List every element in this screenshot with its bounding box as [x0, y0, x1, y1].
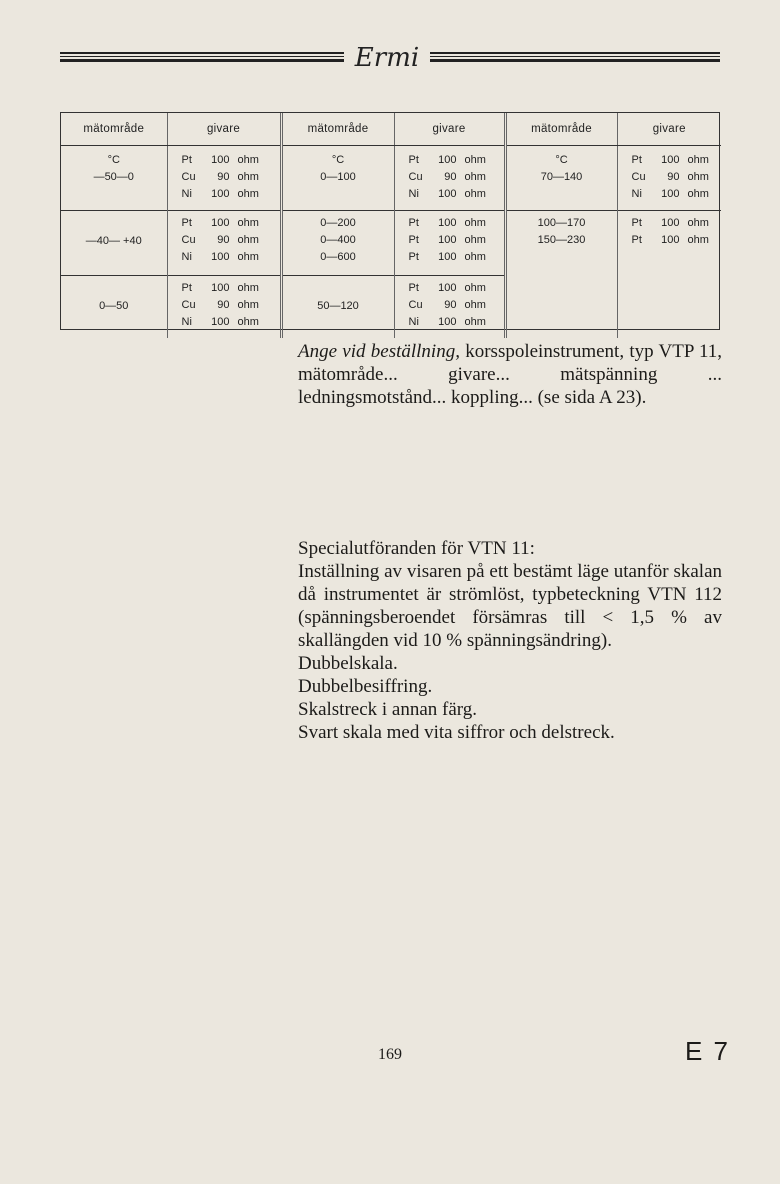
- sensor-spec: [409, 297, 504, 314]
- sensor-cell: [167, 276, 281, 339]
- page-number: 169: [378, 1046, 402, 1063]
- sensor-cell: [167, 211, 281, 276]
- sensor-element: Cu: [408, 299, 423, 311]
- sensor-cell: [394, 211, 505, 276]
- sensor-unit: ohm: [464, 217, 486, 229]
- sensor-element: Ni: [181, 188, 192, 200]
- special-title: Specialutföranden för VTN 11:: [298, 538, 535, 559]
- table-header-row: [61, 113, 721, 146]
- sensor-spec: [182, 152, 280, 169]
- sensor-spec: [409, 314, 504, 331]
- sensor-cell: [167, 146, 281, 211]
- column-header: givare: [167, 113, 281, 146]
- sensor-element: Ni: [631, 188, 642, 200]
- sensor-resistance: 100: [211, 154, 230, 166]
- range-cell: [505, 276, 617, 339]
- sensor-resistance: 100: [211, 251, 230, 263]
- sensor-spec: [632, 169, 722, 186]
- sensor-unit: ohm: [237, 316, 259, 328]
- column-header: mätområde: [505, 113, 617, 146]
- sensor-resistance: 100: [211, 217, 230, 229]
- range-value: °C: [107, 154, 120, 166]
- sensor-element: Pt: [408, 154, 419, 166]
- order-note-lead: Ange vid beställning,: [298, 341, 460, 362]
- range-value: °C: [331, 154, 345, 166]
- sensor-resistance: 100: [438, 188, 457, 200]
- table-row: [61, 276, 721, 339]
- sensor-resistance: 90: [444, 299, 457, 311]
- measurement-range-table: [60, 112, 720, 330]
- sensor-unit: ohm: [464, 299, 486, 311]
- sensor-spec: [632, 232, 722, 249]
- sensor-spec: [182, 186, 280, 203]
- order-note-text: korsspoleinstrument, typ VTP 11, mätområde... givare... mätspänning ... ledningsmotstånd... koppling... (se sida A 23).: [298, 341, 722, 408]
- range-cell: [281, 276, 394, 339]
- sensor-unit: ohm: [464, 188, 486, 200]
- sensor-spec: [409, 152, 504, 169]
- special-item: Dubbelskala.: [298, 653, 398, 674]
- table-row: [61, 146, 721, 211]
- sensor-element: Ni: [181, 316, 192, 328]
- column-header: givare: [394, 113, 505, 146]
- sensor-resistance: 100: [661, 188, 680, 200]
- sensor-spec: [182, 215, 280, 232]
- sensor-unit: ohm: [237, 234, 259, 246]
- sensor-unit: ohm: [687, 188, 709, 200]
- range-cell: [505, 211, 617, 276]
- sensor-unit: ohm: [464, 234, 486, 246]
- sensor-resistance: 100: [438, 316, 457, 328]
- sensor-unit: ohm: [464, 251, 486, 263]
- sensor-element: Ni: [181, 251, 192, 263]
- sensor-spec: [409, 169, 504, 186]
- sensor-cell: [394, 276, 505, 339]
- sensor-resistance: 100: [438, 234, 457, 246]
- sensor-element: Pt: [181, 217, 192, 229]
- sensor-element: Pt: [631, 154, 642, 166]
- range-value: °C: [555, 154, 568, 166]
- special-item: Svart skala med vita siffror och delstreck.: [298, 722, 615, 743]
- sensor-unit: ohm: [464, 316, 486, 328]
- header-rule-left: [60, 52, 344, 62]
- range-value: 100—170: [537, 217, 586, 229]
- sensor-resistance: 100: [211, 282, 230, 294]
- sensor-resistance: 100: [438, 251, 457, 263]
- range-value: 50—120: [317, 299, 359, 312]
- sensor-resistance: 100: [438, 154, 457, 166]
- range-cell: [61, 276, 167, 339]
- sensor-unit: ohm: [687, 154, 709, 166]
- sensor-resistance: 100: [438, 217, 457, 229]
- sensor-spec: [632, 215, 722, 232]
- column-header: givare: [617, 113, 721, 146]
- sensor-resistance: 100: [661, 217, 680, 229]
- sensor-element: Pt: [181, 154, 192, 166]
- range-value: 0—200: [320, 217, 356, 229]
- table-row: [61, 211, 721, 276]
- sensor-element: Pt: [631, 234, 642, 246]
- range-cell: [281, 211, 394, 276]
- sensor-element: Cu: [181, 171, 196, 183]
- range-cell: [281, 146, 394, 211]
- sensor-element: Cu: [631, 171, 646, 183]
- sensor-unit: ohm: [237, 217, 259, 229]
- sensor-spec: [182, 314, 280, 331]
- sensor-spec: [182, 280, 280, 297]
- sensor-unit: ohm: [687, 171, 709, 183]
- page-header: [60, 36, 720, 80]
- sensor-resistance: 100: [211, 316, 230, 328]
- sensor-element: Ni: [408, 188, 419, 200]
- sensor-spec: [632, 152, 722, 169]
- sensor-resistance: 90: [217, 171, 230, 183]
- sensor-spec: [409, 186, 504, 203]
- sensor-cell: [617, 211, 721, 276]
- sensor-element: Pt: [408, 282, 419, 294]
- sensor-spec: [632, 186, 722, 203]
- sensor-unit: ohm: [237, 171, 259, 183]
- sensor-spec: [409, 249, 504, 266]
- sensor-resistance: 100: [211, 188, 230, 200]
- sensor-unit: ohm: [687, 234, 709, 246]
- sensor-element: Cu: [181, 299, 196, 311]
- special-item: Skalstreck i annan färg.: [298, 699, 478, 720]
- sensor-spec: [182, 169, 280, 186]
- header-rule-right: [430, 52, 720, 62]
- sensor-element: Pt: [631, 217, 642, 229]
- sensor-element: Pt: [181, 282, 192, 294]
- sensor-unit: ohm: [237, 188, 259, 200]
- range-value: 150—230: [537, 234, 586, 246]
- sensor-resistance: 90: [217, 234, 230, 246]
- column-header: mätområde: [281, 113, 394, 146]
- sensor-element: Ni: [408, 316, 419, 328]
- sensor-spec: [182, 297, 280, 314]
- sensor-element: Cu: [181, 234, 196, 246]
- range-cell: [505, 146, 617, 211]
- range-cell: [61, 211, 167, 276]
- special-paragraph: Inställning av visaren på ett bestämt läge utanför skalan då instrumentet är strömlöst, typbeteckning VTN 112 (spänningsberoendet försämras till < 1,5 % av skallängden vid 10 % spänningsändring).: [298, 561, 722, 651]
- range-value: —50—0: [93, 171, 134, 183]
- sensor-unit: ohm: [237, 154, 259, 166]
- sensor-spec: [182, 249, 280, 266]
- sensor-unit: ohm: [237, 251, 259, 263]
- range-cell: [61, 146, 167, 211]
- range-value: 0—600: [320, 251, 356, 263]
- special-versions-section: [298, 537, 722, 744]
- sensor-element: Cu: [408, 171, 423, 183]
- sensor-element: Pt: [408, 234, 419, 246]
- sensor-resistance: 100: [661, 234, 680, 246]
- range-value: 0—400: [320, 234, 356, 246]
- range-value: 70—140: [540, 171, 583, 183]
- sensor-cell: [394, 146, 505, 211]
- ermi-logo: Ermi: [354, 43, 420, 73]
- sensor-resistance: 90: [444, 171, 457, 183]
- sensor-spec: [409, 232, 504, 249]
- range-value: 0—100: [320, 171, 356, 183]
- section-code: E 7: [684, 1036, 730, 1066]
- sensor-unit: ohm: [464, 171, 486, 183]
- sensor-resistance: 90: [217, 299, 230, 311]
- sensor-unit: ohm: [464, 154, 486, 166]
- sensor-unit: ohm: [237, 282, 259, 294]
- sensor-cell: [617, 146, 721, 211]
- sensor-cell: [617, 276, 721, 339]
- sensor-unit: ohm: [237, 299, 259, 311]
- special-item: Dubbelbesiffring.: [298, 676, 433, 697]
- sensor-unit: ohm: [687, 217, 709, 229]
- sensor-spec: [409, 215, 504, 232]
- order-note: [298, 340, 722, 409]
- sensor-element: Pt: [408, 217, 419, 229]
- sensor-spec: [409, 280, 504, 297]
- sensor-spec: [182, 232, 280, 249]
- sensor-unit: ohm: [464, 282, 486, 294]
- sensor-resistance: 100: [438, 282, 457, 294]
- column-header: mätområde: [61, 113, 167, 146]
- range-value: 0—50: [99, 299, 129, 312]
- sensor-resistance: 100: [661, 154, 680, 166]
- sensor-element: Pt: [408, 251, 419, 263]
- sensor-resistance: 90: [667, 171, 680, 183]
- range-value: —40— +40: [85, 234, 142, 247]
